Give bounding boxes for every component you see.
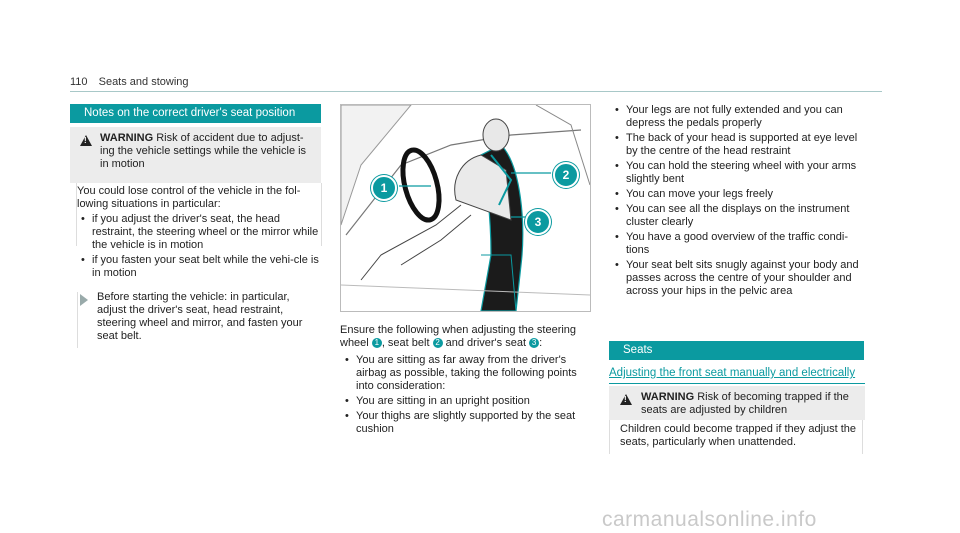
list-item: • Your thighs are slightly supported by the seat cushion: [345, 410, 590, 436]
list-item: • You are sitting as far away from the driver's airbag as possible, taking the following points into consideration:: [345, 354, 590, 393]
list-item: • Your seat belt sits snugly against your body and passes across the centre of your shoulder and across your hips in the pelvic area: [615, 259, 865, 298]
warning-body: Children could become trapped if they adjust the seats, particularly when unattended.: [609, 420, 863, 454]
num-2: 2: [433, 338, 443, 348]
right-bullets: [615, 104, 865, 300]
num-1: 1: [372, 338, 382, 348]
topic-link-wrap: [609, 363, 865, 384]
middle-intro: [340, 324, 590, 350]
intro-part: and driver's seat: [445, 337, 527, 349]
list-item: • if you fasten your seat belt while the vehi-cle is in motion: [81, 254, 321, 280]
note-text: Before starting the vehicle: in particular, adjust the driver's seat, head restraint, steering wheel and mirror, and fasten your seat belt.: [97, 291, 303, 342]
intro-part: :: [539, 337, 543, 349]
page-header: [70, 76, 189, 88]
middle-bullets: [345, 354, 590, 438]
driver-illustration-graphic: [341, 105, 590, 311]
callout-3: 3: [525, 209, 551, 235]
warning-label: WARNING: [641, 391, 695, 403]
warning-bullets: [77, 213, 321, 280]
warning-box-children: [609, 386, 865, 420]
intro-part: Ensure the following when adjusting the steering wheel: [340, 324, 577, 349]
section-bar-seats: [609, 341, 864, 360]
warning-message: Risk of becoming trapped if the seats are adjusted by children: [641, 391, 849, 416]
warning-message: Risk of accident due to adjust-ing the vehicle settings while the vehicle is in motion: [100, 132, 307, 170]
adjust-seat-link[interactable]: Adjusting the front seat manually and electrically: [609, 367, 856, 379]
warning-intro: You could lose control of the vehicle in the fol-lowing situations in particular:: [77, 185, 301, 210]
list-item: • if you adjust the driver's seat, the head restraint, the steering wheel or the mirror while the vehicle is in motion: [81, 213, 321, 252]
warning-triangle-icon: [80, 135, 92, 146]
list-item: • You have a good overview of the traffic condi-tions: [615, 231, 865, 257]
warning-text: [641, 391, 859, 417]
driver-seat-illustration: [340, 104, 591, 312]
section-bar-title: Notes on the correct driver's seat position: [84, 107, 296, 119]
warning-triangle-icon: [620, 394, 632, 405]
list-item: • You can move your legs freely: [615, 188, 865, 201]
page-number: 110: [70, 76, 88, 88]
warning-text: [100, 132, 315, 171]
list-item: • You can see all the displays on the instrument cluster clearly: [615, 203, 865, 229]
section-bar-title: Seats: [623, 344, 653, 356]
section-title: Seats and stowing: [98, 76, 189, 88]
warning-label: WARNING: [100, 132, 154, 144]
num-3: 3: [529, 338, 539, 348]
list-item: • You can hold the steering wheel with your arms slightly bent: [615, 160, 865, 186]
warning-box: [70, 127, 321, 183]
watermark: carmanualsonline.info: [602, 508, 817, 531]
callout-2: 2: [553, 162, 579, 188]
callout-1: 1: [371, 175, 397, 201]
list-item: • You are sitting in an upright position: [345, 395, 590, 408]
warning-details: [76, 183, 322, 279]
header-rule: [70, 91, 882, 92]
note-rule: [77, 292, 78, 348]
intro-part: , seat belt: [381, 337, 430, 349]
note-arrow-icon: [80, 294, 88, 306]
section-bar-seat-position: [70, 104, 321, 123]
list-item: • The back of your head is supported at eye level by the centre of the head restraint: [615, 132, 865, 158]
list-item: • Your legs are not fully extended and you can depress the pedals properly: [615, 104, 865, 130]
